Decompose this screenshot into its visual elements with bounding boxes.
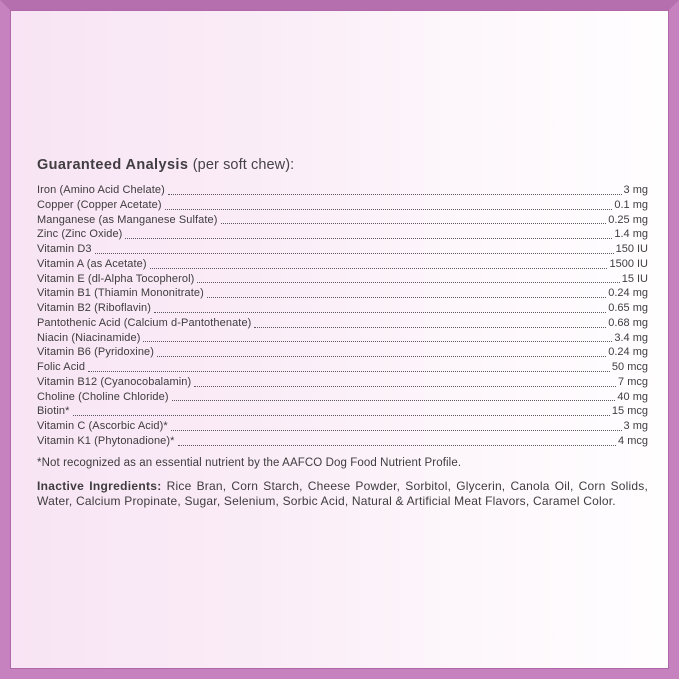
nutrient-name: Vitamin K1 (Phytonadione)* [37,434,175,447]
analysis-row [37,316,648,331]
nutrient-amount: 150 IU [615,243,648,255]
nutrient-name: Biotin* [37,405,70,418]
inactive-ingredients-text: Rice Bran, Corn Starch, Cheese Powder, Sorbitol, Glycerin, Canola Oil, Corn Solids, Water, Calcium Propinate, Sugar, Selenium, Sorbic Acid, Natural & Artificial Meat Flavors, Caramel Color. [37,478,648,508]
dotted-leader [197,282,619,283]
nutrient-amount: 0.68 mg [608,316,648,329]
nutrient-amount: 1.4 mg [614,228,648,241]
analysis-row [37,331,648,346]
dotted-leader [221,223,607,224]
analysis-row [37,360,648,375]
dotted-leader [165,209,613,210]
dotted-leader [143,341,612,342]
nutrient-name: Vitamin C (Ascorbic Acid)* [37,420,168,432]
nutrient-name: Folic Acid [37,361,86,373]
analysis-row [37,242,648,257]
inactive-ingredients-label: Inactive Ingredients: [37,478,162,493]
nutrient-name: Pantothenic Acid (Calcium d-Pantothenate) [37,316,252,329]
nutrient-name: Iron (Amino Acid Chelate) [37,184,165,196]
nutrient-name: Zinc (Zinc Oxide) [37,228,123,241]
dotted-leader [194,386,616,387]
analysis-row [37,390,648,405]
heading-suffix: (per soft chew): [192,157,295,173]
nutrient-name: Copper (Copper Acetate) [37,198,162,211]
analysis-row [37,375,648,390]
analysis-row [37,419,648,434]
nutrient-amount: 0.24 mg [608,287,648,300]
dotted-leader [157,356,606,357]
nutrient-amount: 7 mcg [618,375,648,388]
nutrient-name: Vitamin B2 (Riboflavin) [37,302,151,314]
analysis-row [37,272,648,287]
dotted-leader [254,327,606,328]
nutrient-amount: 3 mg [623,420,648,432]
inactive-ingredients [37,479,648,510]
analysis-row [37,257,648,272]
analysis-row [37,345,648,360]
nutrient-name: Niacin (Niacinamide) [37,331,141,344]
nutrient-amount: 15 mcg [611,405,648,418]
heading-title: Guaranteed Analysis [37,157,189,173]
dotted-leader [154,312,606,313]
nutrient-amount: 1500 IU [609,257,648,270]
analysis-row [37,198,648,213]
dotted-leader [73,415,610,416]
analysis-row [37,183,648,198]
nutrient-amount: 0.25 mg [608,213,648,226]
guaranteed-analysis-panel [37,156,648,510]
analysis-row [37,301,648,316]
panel-heading [37,156,648,174]
nutrient-name: Vitamin B12 (Cyanocobalamin) [37,375,192,388]
nutrient-name: Manganese (as Manganese Sulfate) [37,213,218,226]
nutrient-amount: 0.65 mg [608,302,648,314]
nutrient-name: Choline (Choline Chloride) [37,390,169,403]
nutrient-name: Vitamin B1 (Thiamin Mononitrate) [37,287,204,300]
nutrient-amount: 0.1 mg [614,198,648,211]
dotted-leader [95,253,614,254]
nutrient-amount: 3 mg [623,184,648,196]
dotted-leader [88,371,610,372]
nutrient-amount: 3.4 mg [614,331,648,344]
analysis-rows [37,183,648,449]
analysis-row [37,286,648,301]
analysis-row [37,213,648,228]
dotted-leader [150,268,608,269]
nutrient-name: Vitamin E (dl-Alpha Tocopherol) [37,272,195,285]
dotted-leader [168,194,622,195]
nutrient-amount: 15 IU [621,272,648,285]
nutrient-amount: 4 mcg [618,434,648,447]
aafco-footnote: *Not recognized as an essential nutrient by the AAFCO Dog Food Nutrient Profile. [37,456,462,469]
nutrient-amount: 40 mg [617,390,648,403]
dotted-leader [125,238,612,239]
nutrient-name: Vitamin D3 [37,243,92,255]
nutrient-name: Vitamin B6 (Pyridoxine) [37,346,155,359]
dotted-leader [172,400,616,401]
dotted-leader [171,430,622,431]
nutrient-name: Vitamin A (as Acetate) [37,257,147,270]
analysis-row [37,434,648,449]
analysis-row [37,404,648,419]
dotted-leader [207,297,606,298]
nutrient-amount: 50 mcg [611,361,648,373]
analysis-row [37,227,648,242]
nutrient-amount: 0.24 mg [608,346,648,359]
dotted-leader [178,445,616,446]
